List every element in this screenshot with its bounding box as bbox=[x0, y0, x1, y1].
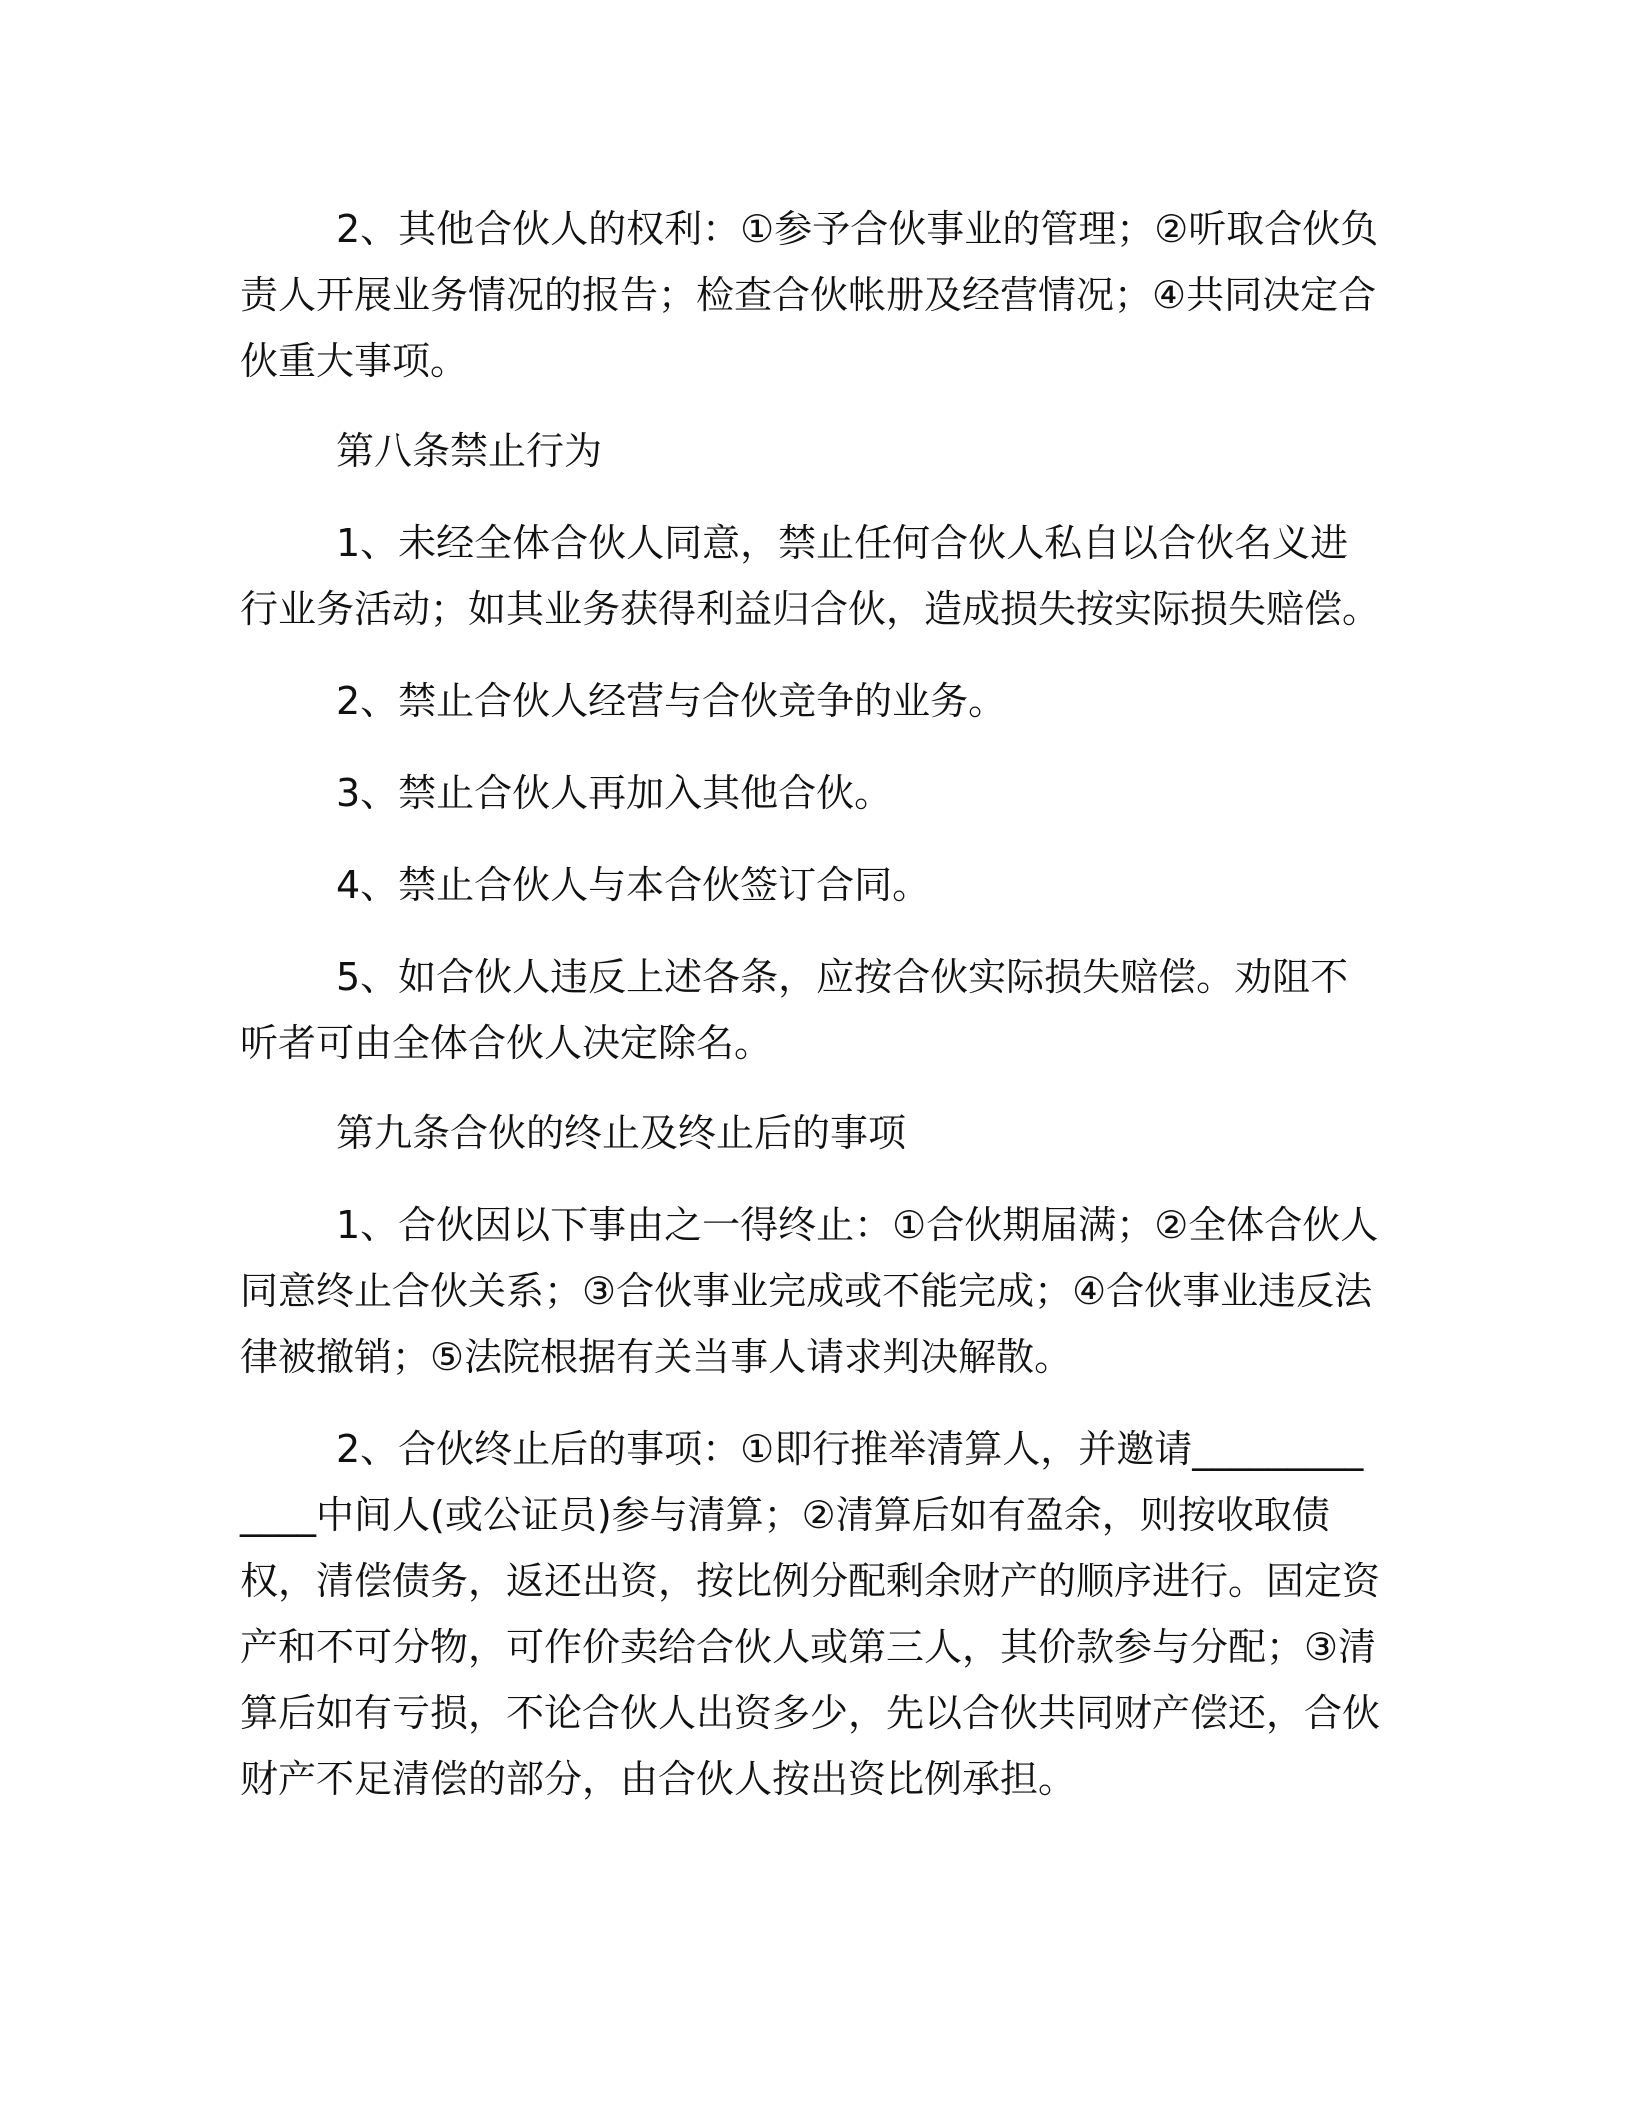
paragraph-partner-rights: 2、其他合伙人的权利：①参予合伙事业的管理；②听取合伙负责人开展业务情况的报告；检查合伙帐册及经营情况；④共同决定合伙重大事项。 bbox=[240, 207, 1379, 383]
section-heading-article-9: 第九条合伙的终止及终止后的事项 bbox=[336, 1111, 907, 1155]
paragraph-article-8-item-4: 4、禁止合伙人与本合伙签订合同。 bbox=[336, 863, 931, 907]
paragraph-article-8-item-1: 1、未经全体合伙人同意，禁止任何合伙人私自以合伙名义进行业务活动；如其业务获得利益归合伙，造成损失按实际损失赔偿。 bbox=[240, 521, 1381, 631]
paragraph-article-9-item-1: 1、合伙因以下事由之一得终止：①合伙期届满；②全体合伙人同意终止合伙关系；③合伙事业完成或不能完成；④合伙事业违反法律被撤销；⑤法院根据有关当事人请求判决解散。 bbox=[240, 1203, 1379, 1379]
paragraph-article-8-item-5: 5、如合伙人违反上述各条，应按合伙实际损失赔偿。劝阻不听者可由全体合伙人决定除名。 bbox=[240, 955, 1349, 1065]
paragraph-article-9-item-2: 2、合伙终止后的事项：①即行推举清算人，并邀请_____________中间人(或公证员)参与清算；②清算后如有盈余，则按收取债权，清偿债务，返还出资，按比例分配剩余财产的顺序进行。固定资产和不可分物，可作价卖给合伙人或第三人，其价款参与分配；③清算后如有亏损，不论合伙人出资多少，先以合伙共同财产偿还，合伙财产不足清偿的部分，由合伙人按出资比例承担。 bbox=[240, 1427, 1381, 1801]
paragraph-article-8-item-2: 2、禁止合伙人经营与合伙竞争的业务。 bbox=[336, 679, 1007, 723]
section-heading-article-8: 第八条禁止行为 bbox=[336, 429, 603, 473]
document-body bbox=[240, 196, 1380, 1812]
paragraph-article-8-item-3: 3、禁止合伙人再加入其他合伙。 bbox=[336, 771, 893, 815]
